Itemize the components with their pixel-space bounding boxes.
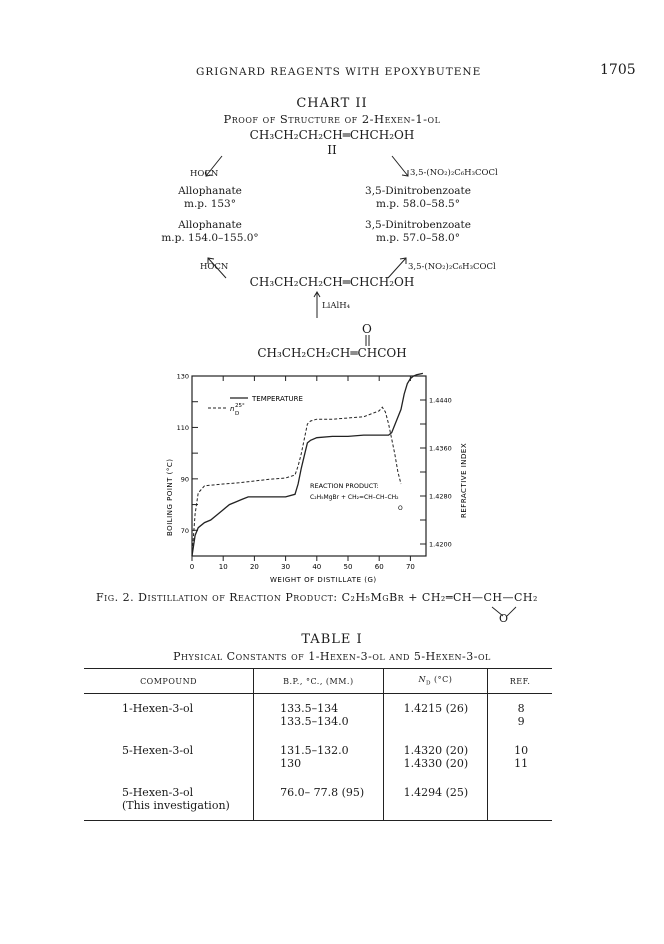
- x-tick-label: 30: [281, 563, 291, 571]
- ref-value: 8: [517, 702, 525, 715]
- page-number: 1705: [600, 62, 636, 78]
- x-tick-label: 10: [218, 563, 228, 571]
- annotation-oxygen: O: [398, 505, 403, 512]
- y2-axis-title: REFRACTIVE INDEX: [460, 442, 468, 518]
- chart-subtitle: Proof of Structure of 2-Hexen-1-ol: [223, 112, 441, 126]
- header-ref: REF.: [488, 669, 552, 694]
- compound-name: 5-Hexen-3-ol: [122, 744, 194, 757]
- cell-compound: [84, 732, 254, 774]
- reagent-dnb-bottom: 3,5-(NO₂)₂C₆H₃COCl: [408, 262, 496, 272]
- table-row: [84, 774, 552, 821]
- compound-name: 1-Hexen-3-ol: [122, 702, 194, 715]
- allophanate-b-mp: m.p. 154.0–155.0°: [161, 232, 259, 244]
- bp-value: 131.5–132.0: [280, 744, 349, 757]
- header-nd-unit: (°C): [430, 675, 453, 685]
- allophanate-a-mp: m.p. 153°: [184, 198, 236, 210]
- dinitrobenzoate-b-mp: m.p. 57.0–58.0°: [376, 232, 460, 244]
- bp-value: 130: [280, 757, 302, 770]
- cell-bp: [254, 694, 383, 733]
- x-tick-label: 20: [249, 563, 259, 571]
- dinitrobenzoate-a-name: 3,5-Dinitrobenzoate: [365, 185, 471, 197]
- y-tick-label: 110: [176, 423, 189, 432]
- compound-note: (This investigation): [122, 799, 230, 812]
- annotation-line1: REACTION PRODUCT:: [310, 482, 379, 490]
- cell-ref: [488, 774, 552, 821]
- allophanate-a-name: Allophanate: [178, 185, 242, 197]
- figure-caption: [96, 591, 538, 604]
- dinitrobenzoate-b-name: 3,5-Dinitrobenzoate: [365, 219, 471, 231]
- x-tick-label: 70: [405, 563, 415, 571]
- bp-value: 133.5–134.0: [280, 715, 349, 728]
- allophanate-a: [150, 185, 270, 211]
- x-tick-label: 50: [343, 563, 353, 571]
- ref-value: 10: [514, 744, 529, 757]
- carbonyl-oxygen: O: [362, 322, 372, 336]
- nd-value: 1.4330 (20): [403, 757, 469, 770]
- cell-bp: [254, 732, 383, 774]
- caption-epoxide: [490, 606, 520, 625]
- table-title: TABLE I: [301, 632, 363, 647]
- caption-oxygen: O: [499, 612, 509, 625]
- chart-title: CHART II: [296, 96, 368, 111]
- cell-nd: [383, 694, 488, 733]
- compound-name: 5-Hexen-3-ol: [122, 786, 194, 799]
- reagent-dnb-top: 3,5-(NO₂)₂C₆H₃COCl: [410, 168, 498, 178]
- table-row: [84, 694, 552, 733]
- bp-value: 133.5–134: [280, 702, 339, 715]
- annotation-line2: C₂H₅MgBr + CH₂=CH–CH–CH₂: [310, 494, 399, 501]
- header-bp: B.P., °C., (MM.): [254, 669, 383, 694]
- y2-tick-label: 1.4360: [429, 444, 452, 453]
- bottom-formula: CH₃CH₂CH₂CH═CHCOH: [257, 346, 407, 360]
- y2-tick-label: 1.4280: [429, 492, 452, 501]
- temperature-series-line: [192, 373, 423, 556]
- y-axis-title: BOILING POINT (°C): [166, 458, 174, 536]
- dinitrobenzoate-b: [338, 219, 498, 245]
- ref-value: 9: [517, 715, 525, 728]
- cell-compound: [84, 694, 254, 733]
- y2-tick-label: 1.4440: [429, 396, 452, 405]
- y-tick-label: 130: [176, 372, 189, 381]
- dinitrobenzoate-a: [338, 185, 498, 211]
- table-header-row: [84, 669, 552, 694]
- header-nd-symbol: N: [418, 675, 426, 685]
- reagent-hocn-top: HOCN: [190, 169, 219, 179]
- bp-value: 76.0– 77.8 (95): [280, 786, 365, 799]
- chart-legend: [208, 395, 303, 417]
- legend-temperature-label: TEMPERATURE: [252, 395, 303, 403]
- x-axis-title: WEIGHT OF DISTILLATE (G): [270, 576, 377, 584]
- physical-constants-table: [84, 668, 552, 821]
- distillation-chart: [160, 368, 500, 588]
- legend-index-sub: D: [235, 411, 240, 417]
- header-nd-sub: D: [425, 680, 431, 687]
- allophanate-b: [150, 219, 270, 245]
- allophanate-b-name: Allophanate: [178, 219, 242, 231]
- middle-formula: CH₃CH₂CH₂CH═CHCH₂OH: [249, 275, 415, 289]
- nd-value: 1.4320 (20): [403, 744, 469, 757]
- running-head: GRIGNARD REAGENTS WITH EPOXYBUTENE: [196, 66, 482, 78]
- x-tick-label: 60: [374, 563, 384, 571]
- y-tick-label: 70: [180, 526, 189, 535]
- table-row: [84, 732, 552, 774]
- top-formula: CH₃CH₂CH₂CH═CHCH₂OH: [249, 128, 415, 142]
- legend-index-label: n: [230, 405, 235, 413]
- reagent-hocn-bottom: HOCN: [200, 262, 229, 272]
- cell-nd: [383, 774, 488, 821]
- y2-tick-label: 1.4200: [429, 540, 452, 549]
- cell-ref: [488, 694, 552, 733]
- legend-index-sup: 25°: [235, 403, 245, 409]
- nd-value: 1.4215 (26): [403, 702, 469, 715]
- x-tick-label: 0: [189, 563, 195, 571]
- nd-value: 1.4294 (25): [403, 786, 469, 799]
- x-tick-label: 40: [312, 563, 322, 571]
- figure-caption-text: Fig. 2. Distillation of Reaction Product: C₂H₅MgBr + CH₂═CH—CH—CH₂: [96, 591, 538, 604]
- ref-value: 11: [514, 757, 529, 770]
- header-nd: [383, 669, 488, 694]
- compound-label-ii: II: [327, 143, 337, 157]
- plot-frame: [192, 376, 426, 556]
- cell-compound: [84, 774, 254, 821]
- reduction-reagent: LiAlH₄: [322, 301, 351, 311]
- cell-nd: [383, 732, 488, 774]
- dinitrobenzoate-a-mp: m.p. 58.0–58.5°: [376, 198, 460, 210]
- header-compound: COMPOUND: [84, 669, 254, 694]
- cell-bp: [254, 774, 383, 821]
- y-tick-label: 90: [180, 475, 189, 484]
- table-caption: Physical Constants of 1-Hexen-3-ol and 5-Hexen-3-ol: [173, 650, 491, 663]
- cell-ref: [488, 732, 552, 774]
